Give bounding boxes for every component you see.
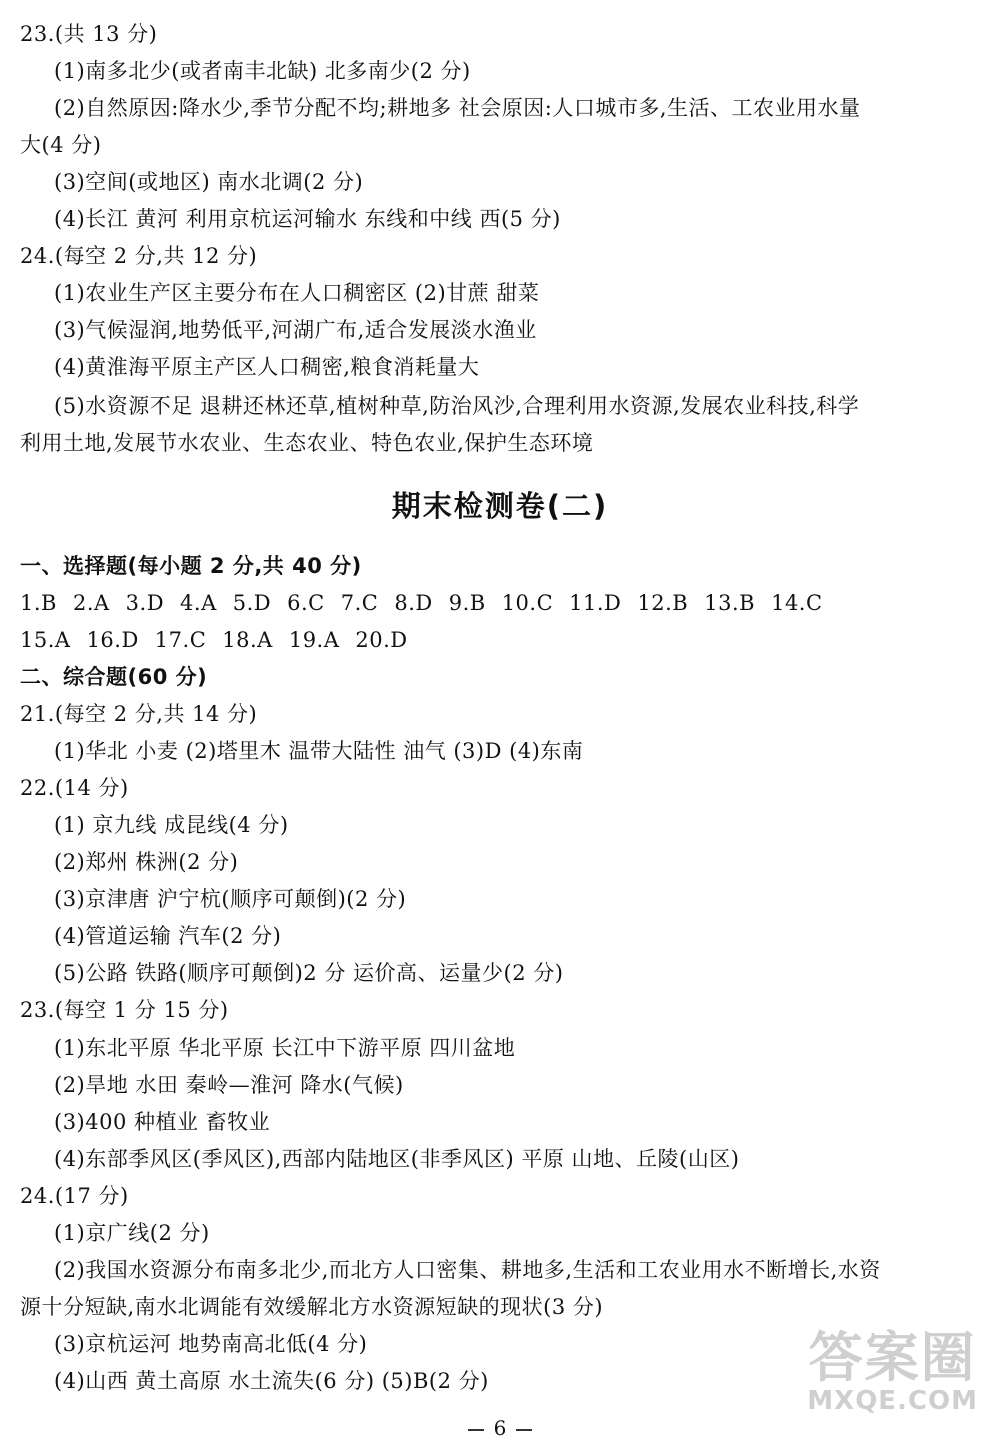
- q24-answer-2b: 源十分短缺,南水北调能有效缓解北方水资源短缺的现状(3 分): [20, 1295, 604, 1319]
- prev-q23-answer-3: (3)空间(或地区) 南水北调(2 分): [54, 170, 364, 194]
- choice-answer: 18.A: [222, 628, 273, 652]
- prev-q24-answer-3: (3)气候湿润,地势低平,河湖广布,适合发展淡水渔业: [54, 318, 537, 342]
- choice-answer: 19.A: [288, 628, 340, 652]
- q23-answer-3: (3)400 种植业 畜牧业: [54, 1110, 271, 1134]
- q22-answer-3: (3)京津唐 沪宁杭(顺序可颠倒)(2 分): [54, 887, 407, 911]
- prev-q23-answer-4: (4)长江 黄河 利用京杭运河输水 东线和中线 西(5 分): [54, 207, 561, 231]
- choice-answer: 16.D: [86, 628, 139, 652]
- q24-answer-1: (1)京广线(2 分): [54, 1221, 210, 1245]
- q24-answer-4: (4)山西 黄土高原 水土流失(6 分) (5)B(2 分): [54, 1369, 489, 1393]
- choice-answer: 4.A: [180, 591, 217, 615]
- q24-heading: 24.(17 分): [20, 1184, 129, 1208]
- choice-answer: 10.C: [501, 591, 554, 615]
- choice-answer: 12.B: [637, 591, 689, 615]
- q24-answer-3: (3)京杭运河 地势南高北低(4 分): [54, 1332, 368, 1356]
- footer-ornament-right: [516, 1429, 532, 1431]
- choice-answer: 3.D: [125, 591, 165, 615]
- part1-heading: 一、选择题(每小题 2 分,共 40 分): [20, 554, 362, 578]
- choice-answer: 13.B: [704, 591, 756, 615]
- choice-answer: 20.D: [355, 628, 408, 652]
- part2-heading: 二、综合题(60 分): [20, 665, 208, 689]
- footer-ornament-left: [468, 1429, 484, 1431]
- page-number: 6: [493, 1416, 507, 1440]
- site-watermark: [807, 1326, 978, 1416]
- q23-answer-4: (4)东部季风区(季风区),西部内陆地区(非季风区) 平原 山地、丘陵(山区): [54, 1147, 740, 1171]
- choice-answer: 14.C: [771, 591, 823, 615]
- q23-heading: 23.(每空 1 分 15 分): [20, 998, 229, 1022]
- choice-answer: 11.D: [569, 591, 622, 615]
- choice-answer: 7.C: [340, 591, 379, 615]
- page-footer: [0, 1418, 1000, 1438]
- q22-heading: 22.(14 分): [20, 776, 129, 800]
- choice-answers-row-1: [20, 589, 839, 617]
- q22-answer-5: (5)公路 铁路(顺序可颠倒)2 分 运价高、运量少(2 分): [54, 961, 564, 985]
- choice-answer: 17.C: [154, 628, 207, 652]
- choice-answer: 9.B: [448, 591, 486, 615]
- prev-q23-answer-2a: (2)自然原因:降水少,季节分配不均;耕地多 社会原因:人口城市多,生活、工农业用水量: [54, 96, 861, 120]
- prev-q24-answer-1: (1)农业生产区主要分布在人口稠密区 (2)甘蔗 甜菜: [54, 281, 540, 305]
- choice-answer: 2.A: [72, 591, 110, 615]
- prev-q23-answer-1: (1)南多北少(或者南丰北缺) 北多南少(2 分): [54, 59, 471, 83]
- q23-answer-1: (1)东北平原 华北平原 长江中下游平原 四川盆地: [54, 1036, 516, 1060]
- choice-answer: 1.B: [20, 591, 57, 615]
- prev-q23-heading: 23.(共 13 分): [20, 22, 158, 46]
- watermark-url: MXQE.COM: [807, 1386, 978, 1416]
- prev-q24-answer-4: (4)黄淮海平原主产区人口稠密,粮食消耗量大: [54, 355, 480, 379]
- choice-answer: 8.D: [394, 591, 433, 615]
- q22-answer-4: (4)管道运输 汽车(2 分): [54, 924, 282, 948]
- q22-answer-2: (2)郑州 株洲(2 分): [54, 850, 239, 874]
- exam-title: 期末检测卷(二): [391, 489, 609, 523]
- q24-answer-2a: (2)我国水资源分布南多北少,而北方人口密集、耕地多,生活和工农业用水不断增长,水资: [54, 1258, 881, 1282]
- prev-q23-answer-2b: 大(4 分): [20, 133, 102, 157]
- prev-q24-answer-5a: (5)水资源不足 退耕还林还草,植树种草,防治风沙,合理利用水资源,发展农业科技,科学: [54, 394, 860, 418]
- choice-answer: 5.D: [232, 591, 272, 615]
- prev-q24-heading: 24.(每空 2 分,共 12 分): [20, 244, 258, 268]
- watermark-logo-text: 答案圈: [808, 1326, 977, 1389]
- prev-q24-answer-5b: 利用土地,发展节水农业、生态农业、特色农业,保护生态环境: [20, 431, 594, 455]
- q23-answer-2: (2)旱地 水田 秦岭—淮河 降水(气候): [54, 1073, 404, 1097]
- choice-answers-row-2: [20, 626, 424, 654]
- choice-answer: 6.C: [287, 591, 325, 615]
- q22-answer-1: (1) 京九线 成昆线(4 分): [54, 813, 289, 837]
- q21-heading: 21.(每空 2 分,共 14 分): [20, 702, 258, 726]
- q21-answer-1: (1)华北 小麦 (2)塔里木 温带大陆性 油气 (3)D (4)东南: [54, 739, 584, 763]
- choice-answer: 15.A: [20, 628, 71, 652]
